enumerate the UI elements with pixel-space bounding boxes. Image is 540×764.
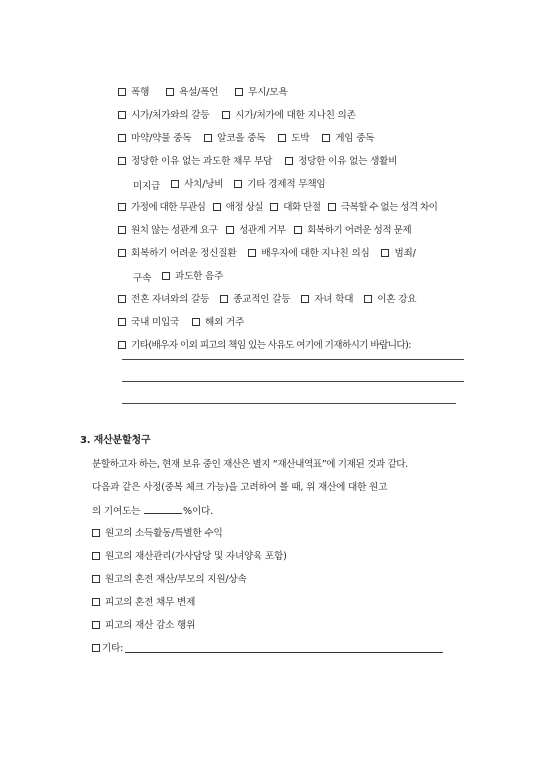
checkbox-box[interactable] (213, 203, 221, 211)
property-item (92, 550, 287, 566)
checkbox-box[interactable] (118, 295, 126, 303)
checkbox-box[interactable] (364, 295, 372, 303)
checkbox-not-entered-country[interactable]: 국내 미입국 (118, 316, 179, 330)
checkbox-crime-arrest[interactable]: 범죄/ (381, 247, 415, 261)
checkbox-gambling[interactable]: 도박 (278, 132, 309, 146)
checkbox-plaintiff-asset-management[interactable]: 원고의 재산관리(가사담당 및 자녀양육 포함) (92, 550, 287, 564)
checkbox-defendant-asset-reduction[interactable]: 피고의 재산 감소 행위 (92, 619, 195, 633)
checkbox-box[interactable] (328, 203, 336, 211)
checkbox-mental-illness[interactable]: 회복하기 어려운 정신질환 (118, 247, 236, 261)
checkbox-inlaw-conflict[interactable]: 시가/처가와의 갈등 (118, 109, 209, 123)
reason-row-2 (118, 109, 356, 125)
checkbox-loss-of-affection[interactable]: 애정 상실 (213, 201, 263, 215)
writing-line-3[interactable] (122, 403, 456, 404)
checkbox-sex-refusal[interactable]: 성관계 거부 (226, 224, 285, 238)
checkbox-game-addiction[interactable]: 게임 중독 (322, 132, 374, 146)
checkbox-excessive-suspicion[interactable]: 배우자에 대한 지나친 의심 (248, 247, 369, 261)
checkbox-box[interactable] (118, 111, 126, 119)
checkbox-box[interactable] (92, 529, 100, 537)
checkbox-plaintiff-income[interactable]: 원고의 소득활동/특별한 수익 (92, 527, 223, 541)
checkbox-box[interactable] (118, 318, 126, 326)
checkbox-extravagance[interactable]: 사치/낭비 (171, 178, 223, 192)
checkbox-verbal-abuse[interactable]: 욕설/폭언 (166, 86, 218, 100)
checkbox-box[interactable] (118, 134, 126, 142)
reason-row-10 (118, 293, 416, 309)
checkbox-box[interactable] (92, 575, 100, 583)
reason-row-3 (118, 132, 374, 148)
checkbox-box[interactable] (248, 249, 256, 257)
checkbox-box[interactable] (234, 180, 242, 188)
reason-row-8 (118, 247, 416, 263)
checkbox-religious-conflict[interactable]: 종교적인 갈등 (220, 293, 290, 307)
other-text-field[interactable] (125, 642, 443, 653)
continuation-text: 구속 (133, 273, 152, 284)
checkbox-box[interactable] (118, 226, 126, 234)
checkbox-box[interactable] (166, 88, 174, 96)
checkbox-box[interactable] (222, 111, 230, 119)
checkbox-other-economic[interactable]: 기타 경제적 무책임 (234, 178, 325, 192)
checkbox-family-indifference[interactable]: 가정에 대한 무관심 (118, 201, 205, 215)
checkbox-box[interactable] (118, 341, 126, 349)
property-item (92, 573, 247, 589)
property-item (92, 527, 223, 543)
checkbox-box[interactable] (118, 157, 126, 165)
checkbox-box[interactable] (381, 249, 389, 257)
checkbox-box[interactable] (294, 226, 302, 234)
checkbox-child-abuse[interactable]: 자녀 학대 (301, 293, 353, 307)
checkbox-defendant-debt-repayment[interactable]: 피고의 혼전 채무 변제 (92, 596, 195, 610)
property-item (92, 619, 195, 635)
paragraph-line-1: 분할하고자 하는, 현재 보유 중인 재산은 별지 “재산내역표”에 기재된 것과 같다. (92, 459, 408, 470)
checkbox-stepchild-conflict[interactable]: 전혼 자녀와의 갈등 (118, 293, 209, 307)
checkbox-box[interactable] (220, 295, 228, 303)
paragraph-line-2: 다음과 같은 사정(중복 체크 가능)을 고려하여 볼 때, 위 재산에 대한 원고 (92, 482, 388, 493)
checkbox-box[interactable] (118, 203, 126, 211)
property-item (92, 596, 195, 612)
checkbox-box[interactable] (301, 295, 309, 303)
reason-row-1 (118, 86, 287, 102)
checkbox-communication-breakdown[interactable]: 대화 단절 (270, 201, 320, 215)
reason-row-4 (118, 155, 397, 171)
checkbox-sexual-problem[interactable]: 회복하기 어려운 성적 문제 (294, 224, 411, 238)
checkbox-box[interactable] (322, 134, 330, 142)
checkbox-overseas-residence[interactable]: 해외 거주 (192, 316, 244, 330)
checkbox-unpaid-living-expenses[interactable]: 정당한 이유 없는 생활비 (285, 155, 397, 169)
checkbox-box[interactable] (192, 318, 200, 326)
writing-line-1[interactable] (122, 359, 464, 360)
checkbox-inlaw-dependence[interactable]: 시가/처가에 대한 지나친 의존 (222, 109, 355, 123)
checkbox-assault[interactable]: 폭행 (118, 86, 149, 100)
paragraph-line-3: 의 기여도는 %이다. (92, 506, 213, 517)
checkbox-other-reason[interactable]: 기타(배우자 이외 피고의 책임 있는 사유도 여기에 기재하시기 바랍니다): (118, 339, 411, 353)
checkbox-excessive-debt[interactable]: 정당한 이유 없는 과도한 채무 부담 (118, 155, 272, 169)
checkbox-box[interactable] (92, 621, 100, 629)
checkbox-drug-addiction[interactable]: 마약/약물 중독 (118, 132, 191, 146)
checkbox-box[interactable] (285, 157, 293, 165)
checkbox-box[interactable] (278, 134, 286, 142)
contribution-percent-field[interactable] (144, 504, 182, 514)
reason-row-9 (133, 270, 223, 286)
property-item-other (92, 642, 443, 658)
checkbox-box[interactable] (118, 88, 126, 96)
checkbox-box[interactable] (92, 552, 100, 560)
checkbox-box[interactable] (171, 180, 179, 188)
reason-row-7 (118, 224, 411, 240)
checkbox-box[interactable] (118, 249, 126, 257)
checkbox-plaintiff-premarital-assets[interactable]: 원고의 혼전 재산/부모의 지원/상속 (92, 573, 247, 587)
checkbox-box[interactable] (204, 134, 212, 142)
checkbox-contempt[interactable]: 무시/모욕 (235, 86, 287, 100)
checkbox-personality-difference[interactable]: 극복할 수 없는 성격 차이 (328, 201, 437, 215)
checkbox-unwanted-sex-demand[interactable]: 원치 않는 성관계 요구 (118, 224, 218, 238)
checkbox-box[interactable] (92, 644, 100, 652)
reason-row-11 (118, 316, 244, 332)
checkbox-alcohol-addiction[interactable]: 알코올 중독 (204, 132, 265, 146)
continuation-text: 미지급 (133, 181, 161, 192)
checkbox-forced-divorce[interactable]: 이혼 강요 (364, 293, 416, 307)
checkbox-excessive-drinking[interactable]: 과도한 음주 (162, 270, 223, 284)
checkbox-box[interactable] (226, 226, 234, 234)
reason-row-5 (133, 178, 325, 194)
checkbox-property-other[interactable]: 기타: (92, 642, 123, 656)
reason-row-6 (118, 201, 437, 217)
section-title: 3. 재산분할청구 (80, 435, 151, 446)
checkbox-box[interactable] (162, 272, 170, 280)
checkbox-box[interactable] (270, 203, 278, 211)
reason-row-12 (118, 339, 411, 355)
writing-line-2[interactable] (122, 381, 464, 382)
checkbox-box[interactable] (235, 88, 243, 96)
checkbox-box[interactable] (92, 598, 100, 606)
